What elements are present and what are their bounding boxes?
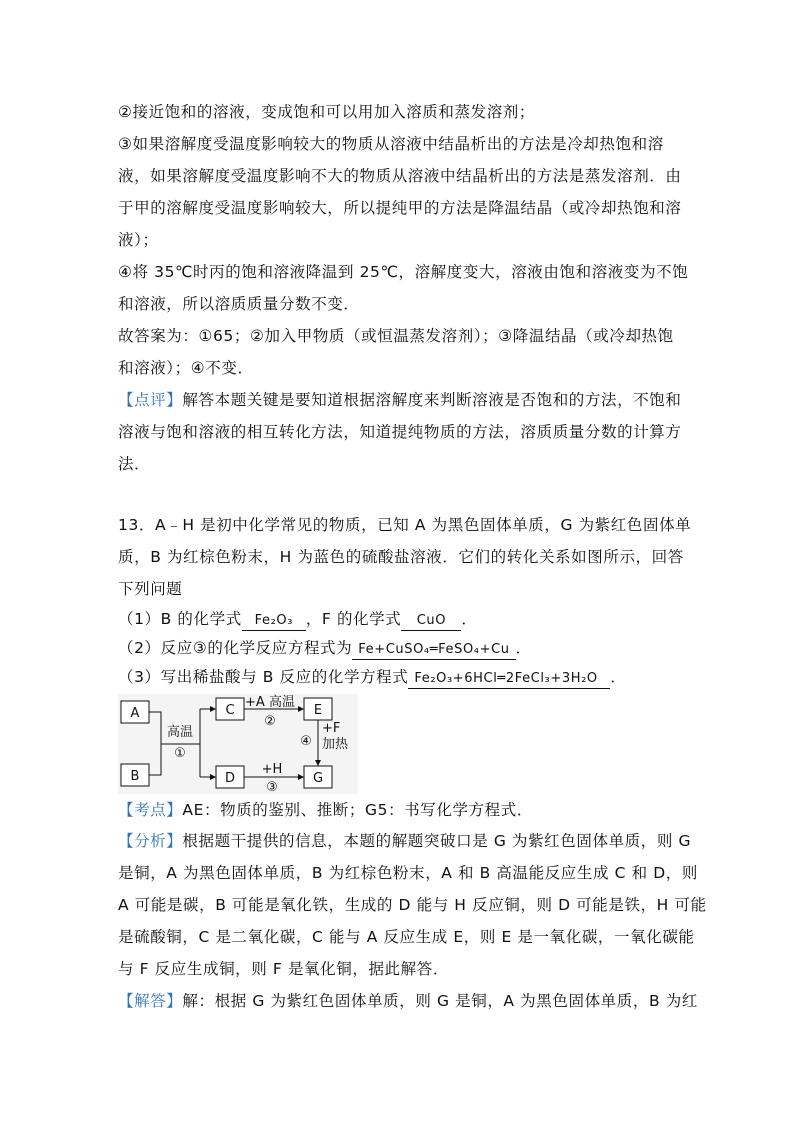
- comment-line: 法．: [118, 455, 151, 473]
- label-B: B: [130, 769, 140, 784]
- explanation-line: ③如果溶解度受温度影响较大的物质从溶液中结晶析出的方法是冷却热饱和溶: [118, 135, 664, 153]
- analysis-tag: 【分析】: [118, 832, 183, 850]
- explanation-line: 液）；: [118, 231, 159, 249]
- analysis-text: 根据题干提供的信息，本题的解题突破口是 G 为紫红色固体单质，则 G: [182, 832, 692, 850]
- knowledge-point-tag: 【考点】: [118, 801, 183, 819]
- knowledge-point-text: AE：物质的鉴别、推断；G5：书写化学方程式．: [182, 801, 533, 819]
- solution-line: [118, 991, 698, 1011]
- analysis-line: A 可能是碳，B 可能是氧化铁，生成的 D 能与 H 反应铜，则 D 可能是铁，H 可能: [118, 896, 707, 914]
- label-A: A: [130, 706, 140, 721]
- reaction-4-number: ④: [300, 734, 312, 749]
- label-E: E: [313, 703, 323, 718]
- subquestion-text: ，F 的化学式: [305, 610, 402, 628]
- analysis-line: [118, 831, 691, 851]
- subquestion-2: [118, 638, 532, 660]
- analysis-line: 与 F 反应生成铜，则 F 是氧化铜，据此解答．: [118, 960, 449, 978]
- reaction-2-condition: +A 高温: [245, 695, 295, 710]
- explanation-line: ④将 35℃时丙的饱和溶液降温到 25℃，溶解度变大，溶液由饱和溶液变为不饱: [118, 263, 689, 281]
- label-G: G: [312, 771, 324, 786]
- reaction-3-number: ③: [266, 780, 278, 794]
- label-D: D: [224, 771, 236, 786]
- answer-line: 故答案为：①65；②加入甲物质（或恒温蒸发溶剂）；③降温结晶（或冷却热饱: [118, 327, 674, 345]
- subquestion-text: （2）反应③的化学反应方程式为: [118, 639, 353, 657]
- answer-blank: Fe+CuSO₄═FeSO₄+Cu: [352, 641, 515, 660]
- subquestion-text: ．: [610, 668, 627, 686]
- reaction-3-condition: +H: [261, 762, 283, 777]
- subquestion-3: [118, 667, 626, 689]
- analysis-line: 是硫酸铜，C 是二氧化碳，C 能与 A 反应生成 E，则 E 是一氧化碳，一氧化碳能: [118, 928, 695, 946]
- answer-line: 和溶液）；④不变．: [118, 359, 254, 377]
- subquestion-text: （1）B 的化学式: [118, 610, 242, 628]
- solution-text: 解：根据 G 为紫红色固体单质，则 G 是铜，A 为黑色固体单质，B 为红: [182, 992, 698, 1010]
- reaction-1-number: ①: [174, 746, 186, 761]
- reaction-1-condition: 高温: [166, 725, 194, 740]
- reaction-4-reagent: +F: [322, 721, 341, 736]
- subquestion-text: ．: [461, 610, 478, 628]
- subquestion-1: [118, 609, 477, 631]
- reaction-2-number: ②: [264, 714, 276, 729]
- subquestion-text: ．: [515, 639, 532, 657]
- comment-tag: 【点评】: [118, 391, 183, 409]
- explanation-line: ②接近饱和的溶液，变成饱和可以用加入溶质和蒸发溶剂；: [118, 103, 535, 121]
- question-line: 下列问题: [118, 580, 183, 598]
- comment-text: 解答本题关键是要知道根据溶解度来判断溶液是否饱和的方法，不饱和: [182, 391, 682, 409]
- reaction-diagram: [118, 694, 358, 794]
- comment-line: 溶液与饱和溶液的相互转化方法，知道提纯物质的方法，溶质质量分数的计算方: [118, 423, 682, 441]
- explanation-line: 和溶液，所以溶质质量分数不变．: [118, 295, 360, 313]
- question-line: 13．A﹣H 是初中化学常见的物质，已知 A 为黑色固体单质，G 为紫红色固体单: [118, 516, 692, 534]
- knowledge-point-line: [118, 800, 533, 820]
- answer-blank: CuO: [401, 612, 461, 631]
- comment-line: [118, 390, 682, 410]
- explanation-line: 液，如果溶解度受温度影响不大的物质从溶液中结晶析出的方法是蒸发溶剂．由: [118, 167, 682, 185]
- explanation-line: 于甲的溶解度受温度影响较大，所以提纯甲的方法是降温结晶（或冷却热饱和溶: [118, 199, 682, 217]
- solution-tag: 【解答】: [118, 992, 183, 1010]
- question-line: 质，B 为红棕色粉末，H 为蓝色的硫酸盐溶液．它们的转化关系如图所示，回答: [118, 548, 684, 566]
- answer-blank: Fe₂O₃+6HCl═2FeCl₃+3H₂O: [408, 670, 610, 689]
- answer-blank: Fe₂O₃: [242, 612, 306, 631]
- reaction-4-condition: 加热: [322, 737, 349, 752]
- analysis-line: 是铜，A 为黑色固体单质，B 为红棕色粉末，A 和 B 高温能反应生成 C 和 D，则: [118, 864, 698, 882]
- subquestion-text: （3）写出稀盐酸与 B 反应的化学方程式: [118, 668, 409, 686]
- label-C: C: [225, 703, 235, 718]
